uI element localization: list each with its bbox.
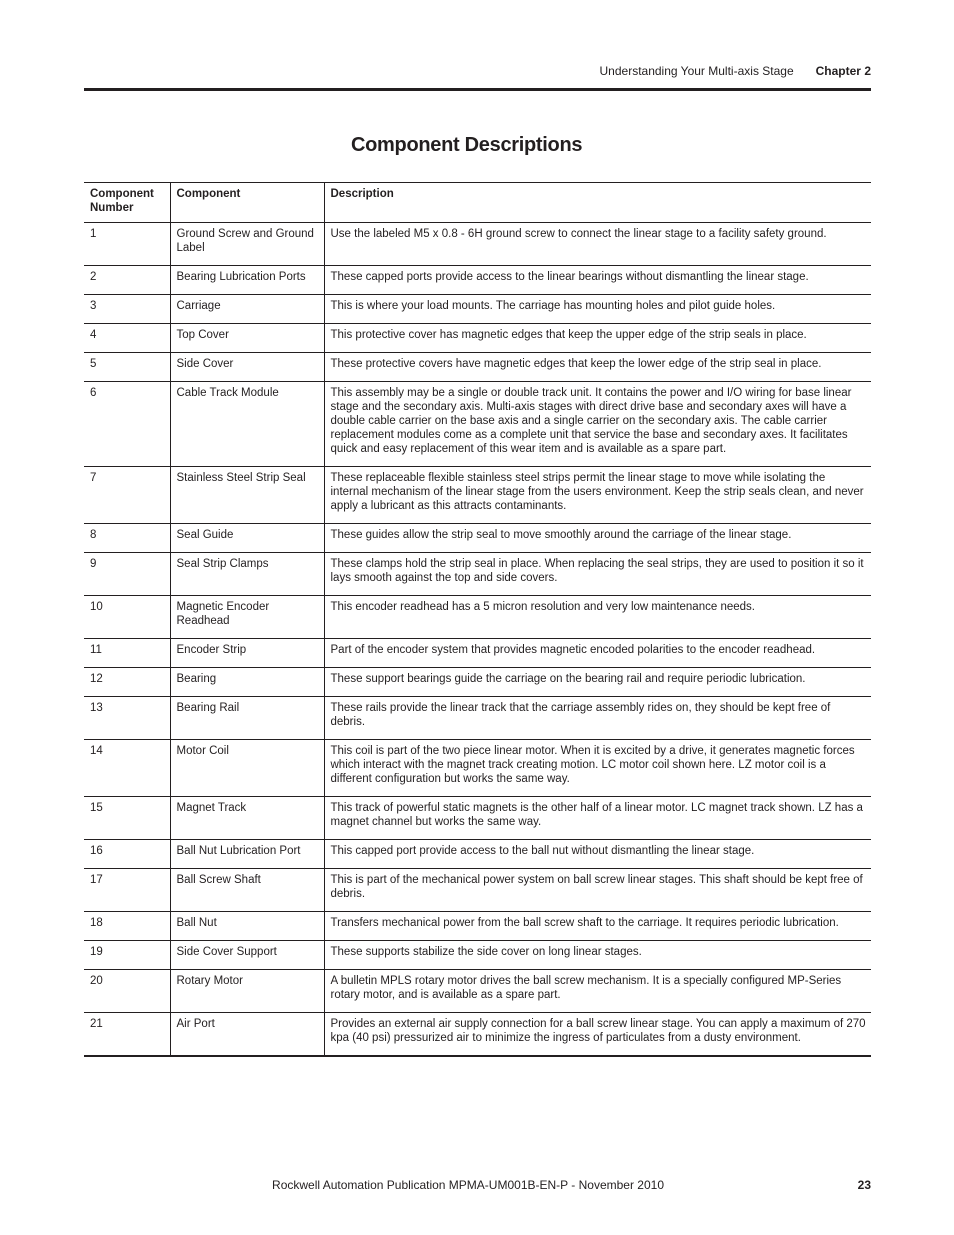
- table-row: [84, 1013, 871, 1057]
- table-row: [84, 970, 871, 1013]
- cell-component-name: Top Cover: [170, 324, 324, 353]
- cell-component-name: Ball Nut: [170, 912, 324, 941]
- cell-component-number: 18: [84, 912, 170, 941]
- table-header-row: [84, 183, 871, 223]
- page-number: 23: [857, 1178, 871, 1192]
- table-row: [84, 353, 871, 382]
- section-title: Component Descriptions: [351, 134, 583, 156]
- table-row: [84, 553, 871, 596]
- cell-description: This encoder readhead has a 5 micron resolution and very low maintenance needs.: [324, 596, 871, 639]
- cell-component-number: 10: [84, 596, 170, 639]
- cell-component-name: Side Cover: [170, 353, 324, 382]
- table-row: [84, 223, 871, 266]
- table-body: [84, 223, 871, 1057]
- cell-component-name: Bearing Lubrication Ports: [170, 266, 324, 295]
- cell-component-name: Carriage: [170, 295, 324, 324]
- cell-description: These replaceable flexible stainless steel strips permit the linear stage to move while isolating the internal mechanism of the linear stage from the users environment. Keep the strip seals clean, and never apply a lubricant as this attracts contaminants.: [324, 467, 871, 524]
- cell-component-number: 2: [84, 266, 170, 295]
- table-row: [84, 639, 871, 668]
- cell-component-number: 5: [84, 353, 170, 382]
- cell-description: This protective cover has magnetic edges that keep the upper edge of the strip seals in place.: [324, 324, 871, 353]
- cell-component-number: 8: [84, 524, 170, 553]
- cell-description: Use the labeled M5 x 0.8 - 6H ground screw to connect the linear stage to a facility safety ground.: [324, 223, 871, 266]
- column-header-component: Component: [170, 183, 324, 223]
- running-header: [84, 64, 871, 78]
- table-row: [84, 797, 871, 840]
- table-row: [84, 740, 871, 797]
- cell-description: These guides allow the strip seal to move smoothly around the carriage of the linear stage.: [324, 524, 871, 553]
- cell-component-name: Magnetic Encoder Readhead: [170, 596, 324, 639]
- cell-description: Provides an external air supply connection for a ball screw linear stage. You can apply a maximum of 270 kpa (40 psi) pressurized air to minimize the ingress of particulates from a dusty environment.: [324, 1013, 871, 1057]
- publication-number: Rockwell Automation Publication MPMA-UM001B-EN-P - November 2010: [272, 1178, 664, 1192]
- cell-description: These rails provide the linear track that the carriage assembly rides on, they should be kept free of debris.: [324, 697, 871, 740]
- table-row: [84, 295, 871, 324]
- cell-component-number: 3: [84, 295, 170, 324]
- cell-component-number: 7: [84, 467, 170, 524]
- table-row: [84, 869, 871, 912]
- table-row: [84, 840, 871, 869]
- cell-component-number: 16: [84, 840, 170, 869]
- cell-component-name: Ball Screw Shaft: [170, 869, 324, 912]
- table-row: [84, 912, 871, 941]
- cell-description: This track of powerful static magnets is the other half of a linear motor. LC magnet track shown. LZ has a magnet channel but works the same way.: [324, 797, 871, 840]
- column-header-description: Description: [324, 183, 871, 223]
- cell-component-name: Air Port: [170, 1013, 324, 1057]
- cell-component-name: Encoder Strip: [170, 639, 324, 668]
- cell-component-number: 14: [84, 740, 170, 797]
- cell-description: These clamps hold the strip seal in place. When replacing the seal strips, they are used to position it so it lays smooth against the top and side covers.: [324, 553, 871, 596]
- cell-component-number: 15: [84, 797, 170, 840]
- cell-description: A bulletin MPLS rotary motor drives the ball screw mechanism. It is a specially configured MP-Series rotary motor, and is available as a spare part.: [324, 970, 871, 1013]
- cell-component-number: 19: [84, 941, 170, 970]
- cell-description: These protective covers have magnetic edges that keep the lower edge of the strip seal in place.: [324, 353, 871, 382]
- table-row: [84, 668, 871, 697]
- cell-component-number: 11: [84, 639, 170, 668]
- table-row: [84, 524, 871, 553]
- header-chapter-label: Chapter 2: [815, 64, 871, 78]
- cell-component-number: 20: [84, 970, 170, 1013]
- table-row: [84, 941, 871, 970]
- cell-component-name: Seal Guide: [170, 524, 324, 553]
- table-row: [84, 596, 871, 639]
- table-row: [84, 467, 871, 524]
- cell-component-name: Motor Coil: [170, 740, 324, 797]
- cell-description: Transfers mechanical power from the ball screw shaft to the carriage. It requires periodic lubrication.: [324, 912, 871, 941]
- cell-description: This is part of the mechanical power system on ball screw linear stages. This shaft should be kept free of debris.: [324, 869, 871, 912]
- component-descriptions-table: [84, 182, 871, 1057]
- cell-component-number: 4: [84, 324, 170, 353]
- cell-description: This coil is part of the two piece linear motor. When it is excited by a drive, it generates magnetic forces which interact with the magnet track creating motion. LC motor coil shown here. LZ motor coil is a different configuration but works the same way.: [324, 740, 871, 797]
- cell-description: These support bearings guide the carriage on the bearing rail and require periodic lubrication.: [324, 668, 871, 697]
- cell-description: These supports stabilize the side cover on long linear stages.: [324, 941, 871, 970]
- cell-component-name: Rotary Motor: [170, 970, 324, 1013]
- header-rule: [84, 88, 871, 91]
- cell-component-name: Cable Track Module: [170, 382, 324, 467]
- table-row: [84, 382, 871, 467]
- cell-component-name: Bearing: [170, 668, 324, 697]
- cell-component-name: Bearing Rail: [170, 697, 324, 740]
- cell-description: This capped port provide access to the ball nut without dismantling the linear stage.: [324, 840, 871, 869]
- cell-component-name: Ground Screw and Ground Label: [170, 223, 324, 266]
- cell-component-name: Stainless Steel Strip Seal: [170, 467, 324, 524]
- column-header-component-number: Component Number: [84, 183, 170, 223]
- cell-component-number: 21: [84, 1013, 170, 1057]
- cell-component-number: 1: [84, 223, 170, 266]
- cell-component-name: Seal Strip Clamps: [170, 553, 324, 596]
- cell-component-number: 9: [84, 553, 170, 596]
- cell-component-number: 6: [84, 382, 170, 467]
- cell-description: This assembly may be a single or double track unit. It contains the power and I/O wiring for base linear stage and the secondary axis. Multi-axis stages with direct drive base and secondary axes will have a double cable carrier on the base axis and a single carrier on the secondary axis. The cable carrier replacement modules come as a complete unit that service the base and secondary axes. It facilitates quick and easy replacement of this wear item and is available as a spare part.: [324, 382, 871, 467]
- header-section-title: Understanding Your Multi-axis Stage: [599, 64, 794, 78]
- cell-description: This is where your load mounts. The carriage has mounting holes and pilot guide holes.: [324, 295, 871, 324]
- cell-component-number: 12: [84, 668, 170, 697]
- cell-description: Part of the encoder system that provides magnetic encoded polarities to the encoder readhead.: [324, 639, 871, 668]
- cell-component-name: Side Cover Support: [170, 941, 324, 970]
- cell-component-name: Ball Nut Lubrication Port: [170, 840, 324, 869]
- cell-component-name: Magnet Track: [170, 797, 324, 840]
- table-row: [84, 324, 871, 353]
- table-row: [84, 266, 871, 295]
- cell-component-number: 13: [84, 697, 170, 740]
- cell-description: These capped ports provide access to the linear bearings without dismantling the linear stage.: [324, 266, 871, 295]
- table-row: [84, 697, 871, 740]
- cell-component-number: 17: [84, 869, 170, 912]
